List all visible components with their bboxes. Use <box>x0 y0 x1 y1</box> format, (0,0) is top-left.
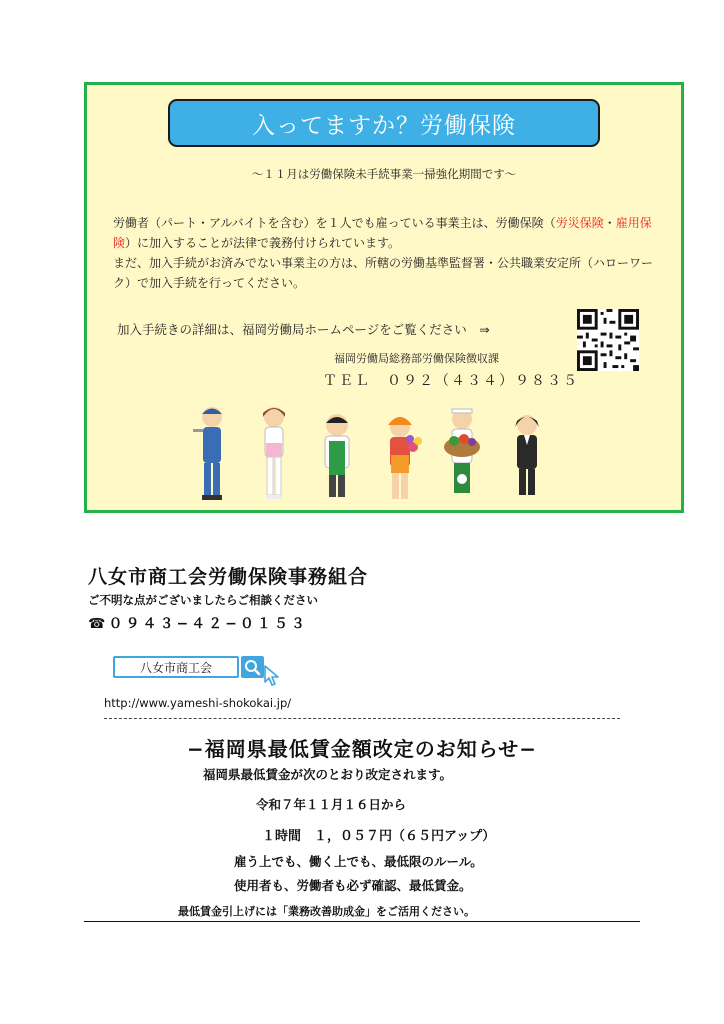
association-phone: ☎０９４３−４２−０１５３ <box>88 616 308 632</box>
office-worker-figure-icon <box>515 415 539 495</box>
florist-figure-icon <box>388 417 422 499</box>
wage-revision-notice: 福岡県最低賃金が次のとおり改定されます。 <box>203 767 453 782</box>
hourly-wage-amount: １時間 １，０５７円（６５円アップ） <box>262 829 496 844</box>
details-link-text: 加入手続きの詳細は、福岡労働局ホームページをご覧ください ⇒ <box>117 322 490 337</box>
qr-code-icon[interactable] <box>577 309 639 371</box>
wage-slogan-1: 雇う上でも、働く上でも、最低限のルール。 <box>234 854 483 869</box>
para1-text-c: ）に加入することが法律で義務付けられています。 <box>125 236 401 250</box>
subsidy-note: 最低賃金引上げには「業務改善助成金」をご活用ください。 <box>178 905 475 918</box>
department-name: 福岡労働局総務部労働保険徴収課 <box>334 352 499 365</box>
bottom-divider <box>84 921 640 922</box>
caregiver-figure-icon <box>263 407 285 499</box>
dashed-divider <box>104 718 620 719</box>
association-name: 八女市商工会労働保険事務組合 <box>88 566 369 588</box>
shopkeeper-figure-icon <box>325 414 349 497</box>
search-keyword-box[interactable]: 八女市商工会 <box>113 656 239 678</box>
consultation-note: ご不明な点がございましたらご相談ください <box>88 593 318 607</box>
wage-slogan-2: 使用者も、労働者も必ず確認、最低賃金。 <box>234 878 472 893</box>
wage-effective-date: 令和７年１１月１６日から <box>256 797 407 812</box>
search-icon <box>241 656 264 678</box>
para2-text: まだ、加入手続がお済みでない事業主の方は、所轄の労働基準監督署・公共職業安定所（ハローワーク）で加入手続を行ってください。 <box>113 256 654 290</box>
notice-subtitle: 〜１１月は労働保険未手続事業一掃強化期間です〜 <box>251 167 517 181</box>
workers-comp-insurance: 労災保険 <box>555 216 604 230</box>
mouse-cursor-icon <box>262 664 284 686</box>
workers-illustration <box>192 405 572 505</box>
employment-insurance: 雇用保険 <box>113 216 652 250</box>
para1-text-a: 労働者（パート・アルバイトを含む）を１人でも雇っている事業主は、労働保険（ <box>113 216 556 230</box>
minimum-wage-title: −福岡県最低賃金額改定のお知らせ− <box>187 737 537 761</box>
labor-insurance-notice-box <box>84 82 684 513</box>
para1-separator: ・ <box>603 216 616 230</box>
department-telephone: ＴＥＬ ０９２（４３４）９８３５ <box>323 373 579 389</box>
search-button[interactable] <box>241 656 264 678</box>
notice-paragraph <box>113 213 653 293</box>
website-url[interactable]: http://www.yameshi-shokokai.jp/ <box>104 696 292 710</box>
farmer-figure-icon <box>444 409 480 493</box>
mechanic-figure-icon <box>193 407 222 500</box>
notice-title-banner: 入ってますか？労働保険 <box>168 99 600 147</box>
